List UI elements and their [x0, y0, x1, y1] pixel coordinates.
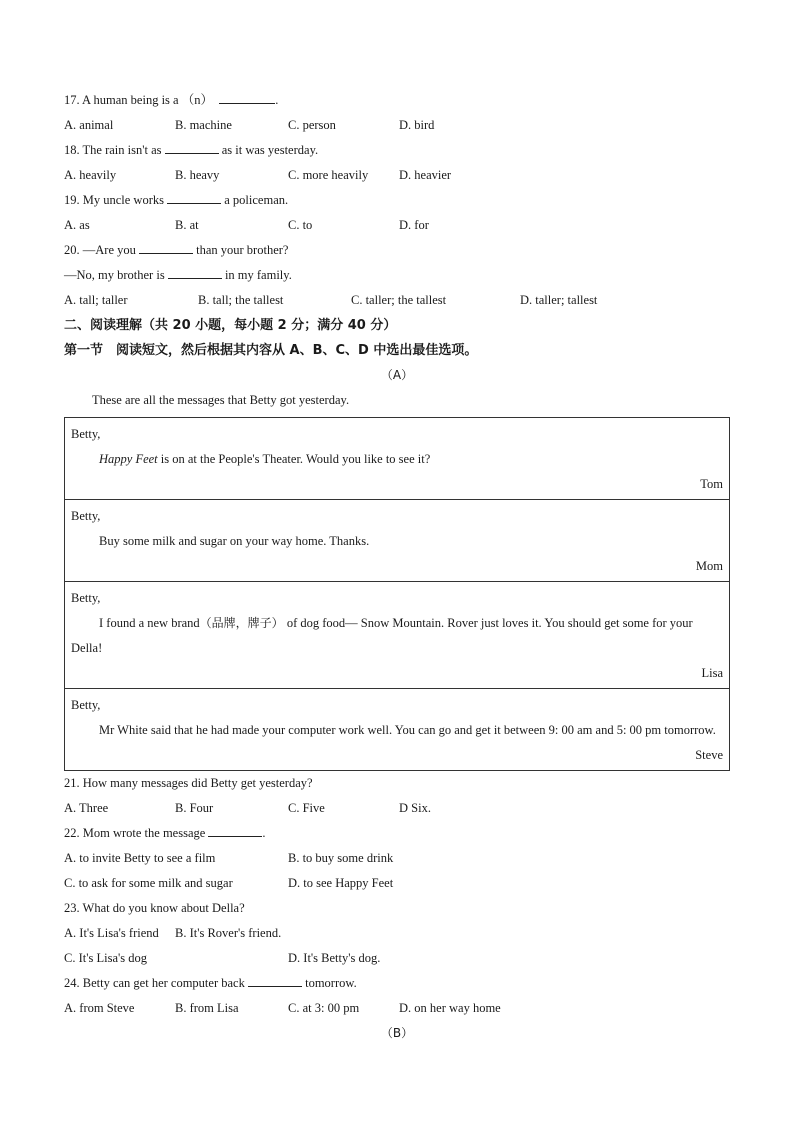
question-20-options [64, 290, 730, 315]
answer-blank [139, 240, 193, 254]
question-23-options-row-2 [64, 948, 730, 973]
option-c: C. at 3: 00 pm [288, 1001, 360, 1015]
answer-blank [167, 190, 221, 204]
option-d: D. for [399, 218, 429, 232]
section-heading: 二、阅读理解（共 20 小题，每小题 2 分；满分 40 分） [64, 318, 397, 333]
answer-blank [208, 823, 262, 837]
answer-blank [165, 140, 219, 154]
option-a: A. animal [64, 118, 114, 132]
exam-page [64, 90, 730, 1048]
question-22-stem: 22. Mom wrote the message . [64, 823, 730, 848]
option-d: D Six. [399, 801, 431, 815]
question-23-stem: 23. What do you know about Della? [64, 901, 245, 915]
question-20-line-1: 20. —Are you than your brother? [64, 240, 730, 265]
question-17-stem: 17. A human being is a （n） . [64, 90, 730, 115]
option-a: A. from Steve [64, 1001, 135, 1015]
question-18-options [64, 165, 730, 190]
message-signature: Mom [695, 559, 723, 573]
question-18-stem: 18. The rain isn't as as it was yesterday. [64, 140, 730, 165]
option-d: D. to see Happy Feet [288, 876, 394, 890]
message-signature: Lisa [701, 666, 723, 680]
message-signature: Steve [695, 748, 723, 762]
option-d: D. bird [399, 118, 435, 132]
question-19-stem: 19. My uncle works a policeman. [64, 190, 730, 215]
passage-intro: These are all the messages that Betty got yesterday. [92, 393, 350, 407]
message-tom [65, 418, 729, 499]
option-b: B. Four [175, 801, 214, 815]
option-b: B. It's Rover's friend. [175, 926, 282, 940]
option-c: C. more heavily [288, 168, 369, 182]
option-b: B. machine [175, 118, 232, 132]
option-b: B. tall; the tallest [198, 293, 284, 307]
question-21-stem: 21. How many messages did Betty get yesterday? [64, 776, 313, 790]
option-c: C. person [288, 118, 336, 132]
message-body: I found a new brand（品牌，牌子） of dog food— Snow Mountain. Rover just loves it. You should get some for your Della! [71, 616, 693, 655]
option-d: D. taller; tallest [520, 293, 598, 307]
question-23-options-row-1 [64, 923, 730, 948]
option-b: B. to buy some drink [288, 851, 394, 865]
option-a: A. to invite Betty to see a film [64, 851, 216, 865]
question-24-stem: 24. Betty can get her computer back tomorrow. [64, 973, 730, 998]
messages-table [64, 417, 730, 771]
message-body: Buy some milk and sugar on your way home. Thanks. [99, 534, 370, 548]
option-c: C. to [288, 218, 313, 232]
option-c: C. taller; the tallest [351, 293, 447, 307]
question-19-options [64, 215, 730, 240]
option-a: A. heavily [64, 168, 117, 182]
message-steve [65, 688, 729, 770]
option-a: A. tall; taller [64, 293, 128, 307]
message-signature: Tom [700, 477, 723, 491]
message-greeting: Betty, [71, 698, 101, 712]
option-a: A. It's Lisa's friend [64, 926, 159, 940]
answer-blank [219, 90, 275, 104]
message-greeting: Betty, [71, 509, 101, 523]
option-b: B. from Lisa [175, 1001, 239, 1015]
question-17-options [64, 115, 730, 140]
answer-blank [168, 265, 222, 279]
passage-a-label: （A） [380, 368, 414, 382]
message-mom [65, 499, 729, 581]
question-22-options-row-1 [64, 848, 730, 873]
option-d: D. on her way home [399, 1001, 501, 1015]
message-body: Mr White said that he had made your computer work well. You can go and get it between 9: 00 am and 5: 00 pm tomorrow. [99, 723, 716, 737]
option-d: D. heavier [399, 168, 452, 182]
film-title: Happy Feet [99, 452, 158, 466]
message-lisa [65, 581, 729, 688]
section-subheading: 第一节 阅读短文，然后根据其内容从 A、B、C、D 中选出最佳选项。 [64, 343, 478, 358]
option-b: B. at [175, 218, 199, 232]
question-21-options [64, 798, 730, 823]
option-a: A. Three [64, 801, 109, 815]
option-c: C. Five [288, 801, 325, 815]
option-c: C. to ask for some milk and sugar [64, 876, 233, 890]
message-greeting: Betty, [71, 427, 101, 441]
question-20-line-2: —No, my brother is in my family. [64, 265, 730, 290]
question-24-options [64, 998, 730, 1023]
passage-b-label: （B） [380, 1026, 414, 1040]
option-d: D. It's Betty's dog. [288, 951, 381, 965]
option-a: A. as [64, 218, 90, 232]
option-c: C. It's Lisa's dog [64, 951, 147, 965]
message-greeting: Betty, [71, 591, 101, 605]
message-body: Happy Feet is on at the People's Theater. Would you like to see it? [99, 452, 431, 466]
answer-blank [248, 973, 302, 987]
option-b: B. heavy [175, 168, 220, 182]
question-22-options-row-2 [64, 873, 730, 898]
